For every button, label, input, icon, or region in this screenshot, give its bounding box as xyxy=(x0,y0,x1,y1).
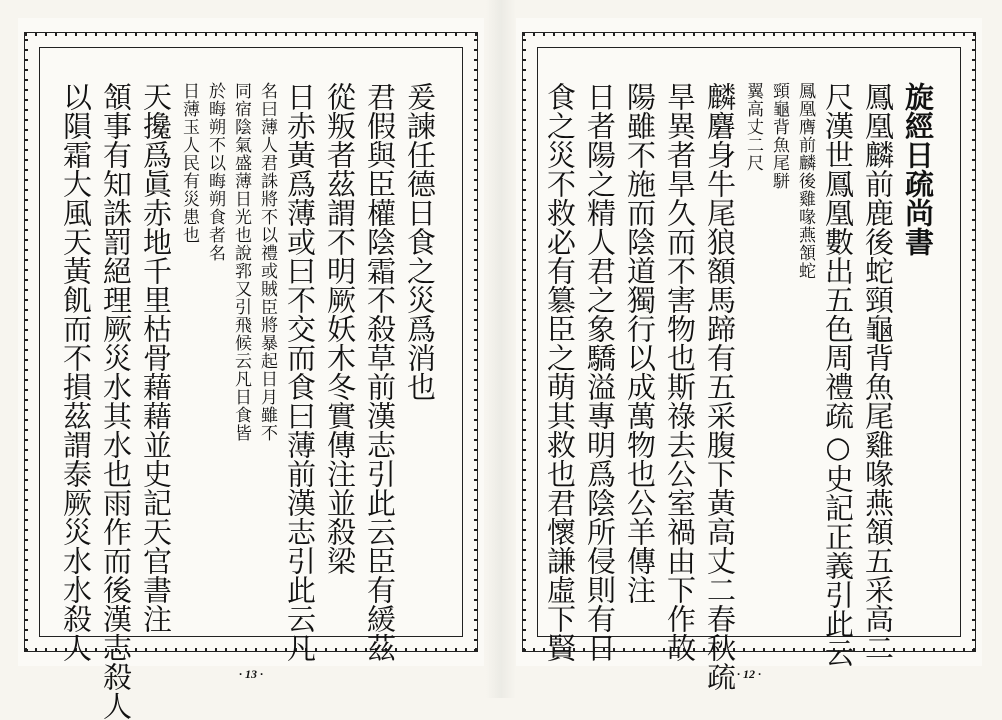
text-column: 於晦朔不以晦朔食者名 xyxy=(205,82,225,262)
text-column: 爰諫任德日食之災爲消也 xyxy=(403,82,437,401)
text-column: 日赤黃爲薄或曰不交而食曰薄前漢志引此云凡 xyxy=(283,82,317,662)
book-gutter xyxy=(486,0,516,698)
text-column: 天攙爲眞赤地千里枯骨藉藉並史記天官書注 xyxy=(139,82,173,633)
text-column: 日薄玉人民有災患也 xyxy=(179,82,199,244)
text-column: 翼高丈二尺 xyxy=(743,82,763,172)
page-number: · 12 · xyxy=(737,667,761,681)
text-column: 頸龜背魚尾駢 xyxy=(769,82,789,190)
left-page xyxy=(18,18,484,720)
text-column: 同宿陰氣盛薄日光也說郛又引飛候云凡日食皆 xyxy=(231,82,251,442)
text-column: 麟麏身牛尾狼額馬蹄有五采腹下黃高丈二春秋疏 xyxy=(703,82,737,691)
text-column: 陽雖不施而陰道獨行以成萬物也公羊傳注 xyxy=(623,82,657,604)
text-column: 食之災不救必有簒臣之萌其救也君懷謙虛下賢 xyxy=(543,82,577,662)
text-column: 旱異者旱久而不害物也斯祿去公室禍由下作故 xyxy=(663,82,697,662)
text-column: 頷事有知誅罰絕理厥災水其水也雨作而後漢志殺人 xyxy=(99,82,133,720)
text-column: 日者陽之精人君之象驕溢專明爲陰所侵則有日 xyxy=(583,82,617,662)
text-column: 君假與臣權陰霜不殺草前漢志引此云臣有緩茲 xyxy=(363,82,397,662)
right-page xyxy=(516,18,982,691)
text-column: 名曰薄人君誅將不以禮或賊臣將暴起日月雖不 xyxy=(257,82,277,442)
text-column: 鳳凰膺前麟後雞喙燕頷蛇 xyxy=(795,82,815,280)
text-column: 從叛者茲謂不明厥妖木冬實傳注並殺梁 xyxy=(323,82,357,575)
text-column: 尺漢世鳳凰數出五色周禮疏○史記正義引此云 xyxy=(821,82,855,667)
page-number: · 13 · xyxy=(239,667,263,681)
text-column: 旋經日疏尚書 xyxy=(901,82,935,256)
text-column: 以隕霜大風天黃飢而不損茲謂泰厥災水水殺人 xyxy=(59,82,93,662)
text-column: 鳳凰麟前鹿後蛇頸龜背魚尾雞喙燕頷五采高二 xyxy=(861,82,895,662)
